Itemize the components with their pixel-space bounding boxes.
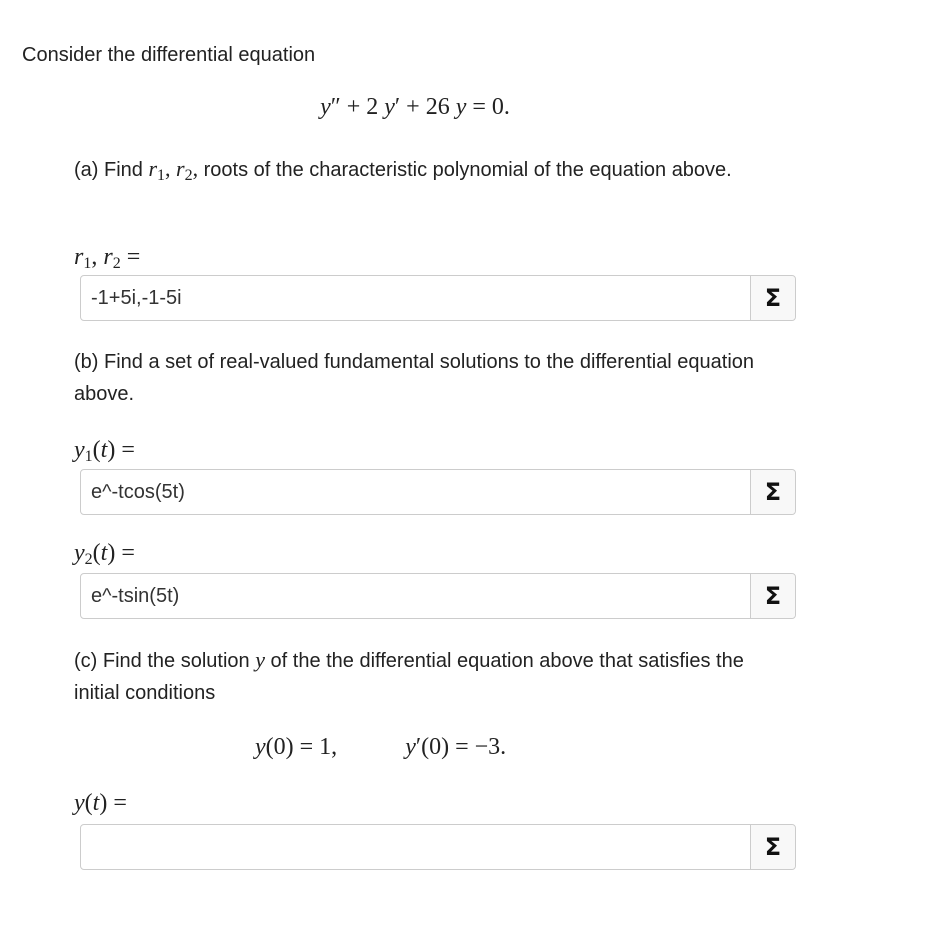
answer-field-r [80,275,796,321]
sigma-icon: Σ [764,582,782,610]
r-input[interactable] [81,276,750,320]
sigma-icon: Σ [764,478,782,506]
initial-conditions [255,734,506,761]
sigma-button-y[interactable] [750,825,795,869]
y2-input[interactable] [81,574,750,618]
answer-field-y2 [80,573,796,619]
answer-field-y [80,824,796,870]
ic-2: y′(0) = −3. [405,734,507,760]
intro-text: Consider the differential equation [22,44,316,66]
y1-input[interactable] [81,470,750,514]
sigma-icon: Σ [764,833,782,861]
y-label: y(t) = [74,790,127,816]
sigma-button-y1[interactable] [750,470,795,514]
sigma-button-y2[interactable] [750,574,795,618]
part-b-text: (b) Find a set of real-valued fundamental solutions to the differential equation above. [74,351,755,405]
sigma-icon: Σ [764,284,782,312]
y1-label: $y_1(t)$ = [74,437,135,465]
answer-field-y1 [80,469,796,515]
part-a-text: (a) Find $r_1$, $r_2$, roots of the characteristic polynomial of the equation above. [74,156,732,184]
part-c-text: (c) Find the solution y of the the differential equation above that satisfies the initial conditions [74,647,744,704]
y2-label: $y_2(t)$ = [74,540,135,568]
r1-r2-label: $r_1$, $r_2$ = [74,244,141,272]
main-equation: y″ + 2 y′ + 26 y = 0. [320,94,510,120]
sigma-button-r[interactable] [750,276,795,320]
ic-1: y(0) = 1, [255,734,338,760]
y-input[interactable] [81,825,750,869]
